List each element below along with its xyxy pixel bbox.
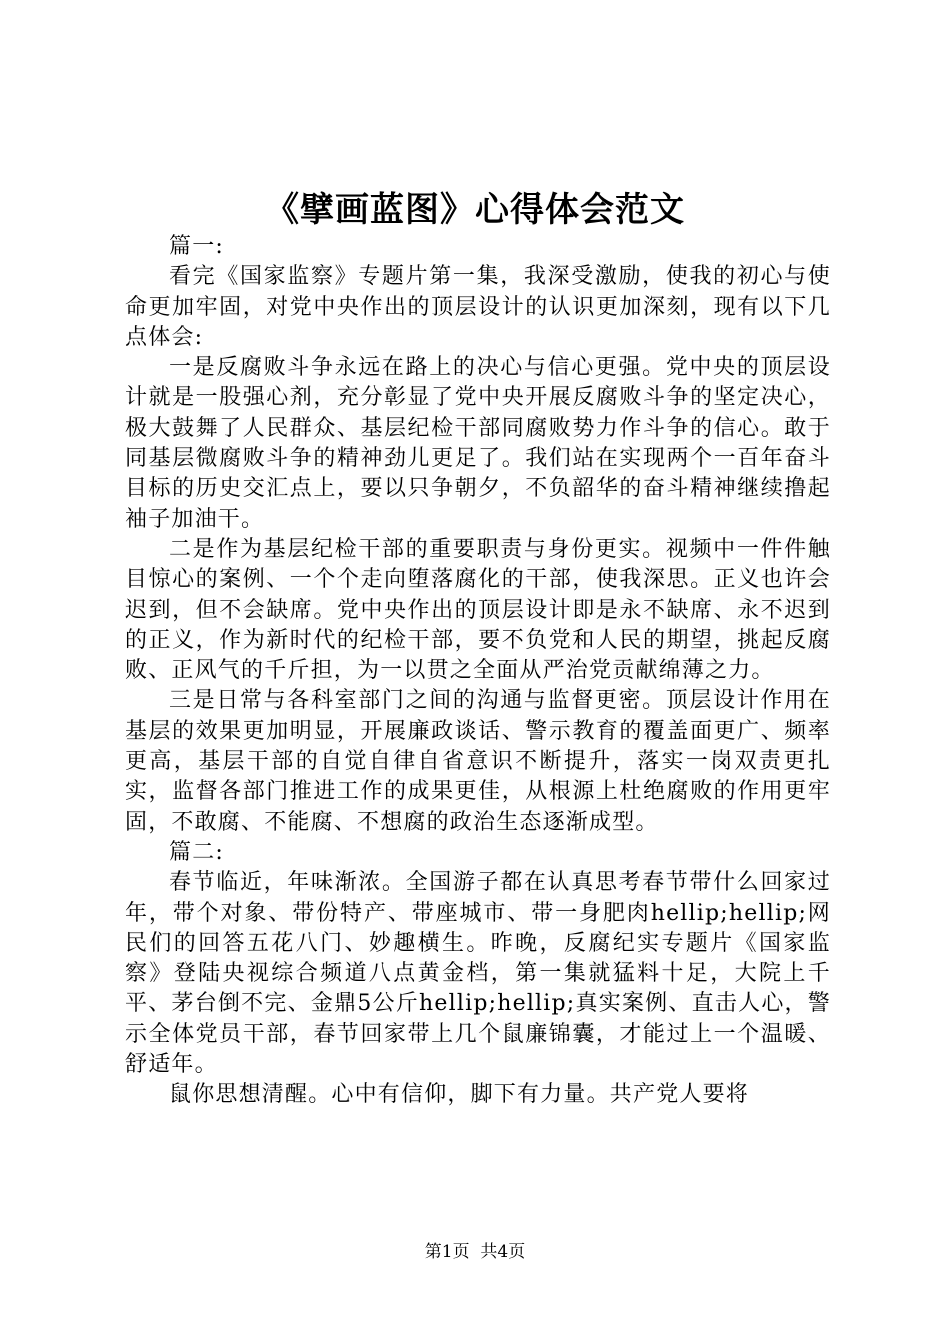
body-paragraph: 三是日常与各科室部门之间的沟通与监督更密。顶层设计作用在基层的效果更加明显，开展廉政谈话、警示教育的覆盖面更广、频率更高，基层干部的自觉自律自省意识不断提升，落实一岗双责更扎实，监督各部门推进工作的成果更佳，从根源上杜绝腐败的作用更牢固，不敢腐、不能腐、不想腐的政治生态逐渐成型。 xyxy=(125,688,831,835)
body-paragraph: 春节临近，年味渐浓。全国游子都在认真思考春节带什么回家过年，带个对象、带份特产、带座城市、带一身肥肉hellip;hellip;网民们的回答五花八门、妙趣横生。昨晚，反腐纪实专题片《国家监察》登陆央视综合频道八点黄金档，第一集就猛料十足，大院上千平、茅台倒不完、金鼎5公斤hellip;hellip;真实案例、直击人心，警示全体党员干部，春节回家带上几个鼠廉锦囊，才能过上一个温暖、舒适年。 xyxy=(125,870,831,1078)
section-heading-1: 篇一: xyxy=(169,234,225,259)
footer-separator xyxy=(470,1242,481,1262)
page-number: 第1页 xyxy=(424,1242,470,1262)
section-heading-2: 篇二: xyxy=(169,839,225,865)
page-title: 《擘画蓝图》心得体会范文 xyxy=(265,190,685,230)
body-paragraph: 二是作为基层纪检干部的重要职责与身份更实。视频中一件件触目惊心的案例、一个个走向堕落腐化的干部，使我深思。正义也许会迟到，但不会缺席。党中央作出的顶层设计即是永不缺席、永不迟到的正义，作为新时代的纪检干部，要不负党和人民的期望，挑起反腐败、正风气的千斤担，为一以贯之全面从严治党贡献绵薄之力。 xyxy=(125,536,831,684)
document-body xyxy=(125,232,831,1111)
body-paragraph: 一是反腐败斗争永远在路上的决心与信心更强。党中央的顶层设计就是一股强心剂，充分彰显了党中央开展反腐败斗争的坚定决心，极大鼓舞了人民群众、基层纪检干部同腐败势力作斗争的信心。敢于同基层微腐败斗争的精神劲儿更足了。我们站在实现两个一百年奋斗目标的历史交汇点上，要以只争朝夕，不负韶华的奋斗精神继续撸起袖子加油干。 xyxy=(125,355,831,532)
body-paragraph: 看完《国家监察》专题片第一集，我深受激励，使我的初心与使命更加牢固，对党中央作出的顶层设计的认识更加深刻，现有以下几点体会: xyxy=(125,264,831,350)
page-total: 共4页 xyxy=(480,1242,526,1262)
page-footer xyxy=(0,1238,950,1266)
body-paragraph: 鼠你思想清醒。心中有信仰，脚下有力量。共产党人要将 xyxy=(169,1082,750,1108)
